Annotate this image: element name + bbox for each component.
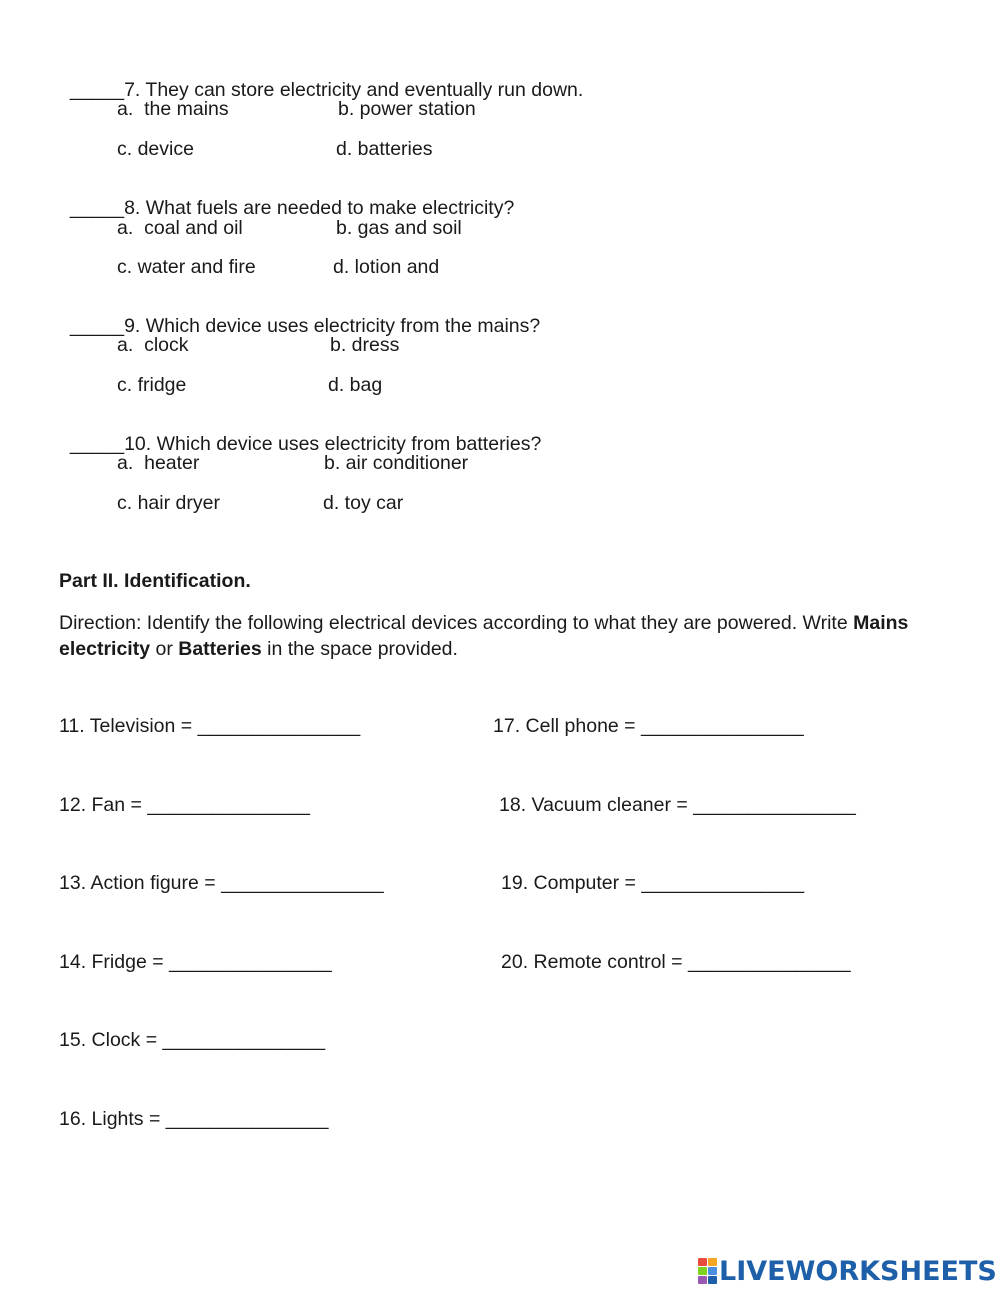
choice-c: c. device (117, 138, 194, 160)
logo-text: LIVEWORKSHEETS (719, 1255, 997, 1287)
choice-a: a. clock (117, 334, 189, 356)
item-19[interactable]: 19. Computer = _______________ (501, 872, 805, 894)
question-10 (59, 415, 541, 454)
question-7 (59, 61, 583, 100)
question-text: Which device uses electricity from batteries? (156, 432, 542, 455)
question-text: Which device uses electricity from the mains? (145, 314, 541, 337)
item-17[interactable]: 17. Cell phone = _______________ (493, 715, 804, 737)
direction-or: or (150, 638, 179, 660)
choice-a: a. coal and oil (117, 217, 243, 239)
item-18[interactable]: 18. Vacuum cleaner = _______________ (499, 794, 856, 816)
choice-d: d. bag (328, 374, 383, 396)
question-9 (59, 297, 540, 336)
question-number: 10. (124, 432, 152, 455)
question-text: What fuels are needed to make electricity? (145, 196, 515, 219)
question-text: They can store electricity and eventually run down. (145, 78, 584, 101)
question-number: 9. (124, 314, 141, 337)
item-15[interactable]: 15. Clock = _______________ (59, 1029, 326, 1051)
choice-a: a. the mains (117, 98, 229, 120)
logo-mark-icon (698, 1258, 717, 1284)
liveworksheets-logo (698, 1255, 997, 1287)
choice-a: a. heater (117, 452, 200, 474)
choice-d: d. lotion and (333, 256, 440, 278)
part-2-title: Part II. Identification. (59, 570, 251, 592)
answer-blank[interactable]: _____ (69, 78, 125, 101)
direction-batteries: Batteries (178, 638, 262, 660)
question-8 (59, 179, 514, 218)
choice-b: b. dress (330, 334, 400, 356)
item-16[interactable]: 16. Lights = _______________ (59, 1108, 329, 1130)
choice-d: d. toy car (323, 492, 404, 514)
direction-mains: Mains electricity (59, 612, 909, 660)
item-11[interactable]: 11. Television = _______________ (59, 715, 361, 737)
choice-b: b. gas and soil (336, 217, 462, 239)
part-2-direction (59, 610, 939, 662)
item-13[interactable]: 13. Action figure = _______________ (59, 872, 384, 894)
choice-c: c. water and fire (117, 256, 256, 278)
answer-blank[interactable]: _____ (69, 196, 125, 219)
choice-b: b. air conditioner (324, 452, 469, 474)
direction-end: in the space provided. (261, 638, 458, 660)
answer-blank[interactable]: _____ (69, 314, 125, 337)
question-number: 7. (124, 78, 141, 101)
choice-c: c. hair dryer (117, 492, 220, 514)
item-20[interactable]: 20. Remote control = _______________ (501, 951, 851, 973)
answer-blank[interactable]: _____ (69, 432, 125, 455)
item-12[interactable]: 12. Fan = _______________ (59, 794, 311, 816)
item-14[interactable]: 14. Fridge = _______________ (59, 951, 332, 973)
choice-d: d. batteries (336, 138, 433, 160)
choice-b: b. power station (338, 98, 476, 120)
direction-text: Direction: Identify the following electrical devices according to what they are powered. Write (59, 612, 854, 634)
choice-c: c. fridge (117, 374, 187, 396)
question-number: 8. (124, 196, 141, 219)
